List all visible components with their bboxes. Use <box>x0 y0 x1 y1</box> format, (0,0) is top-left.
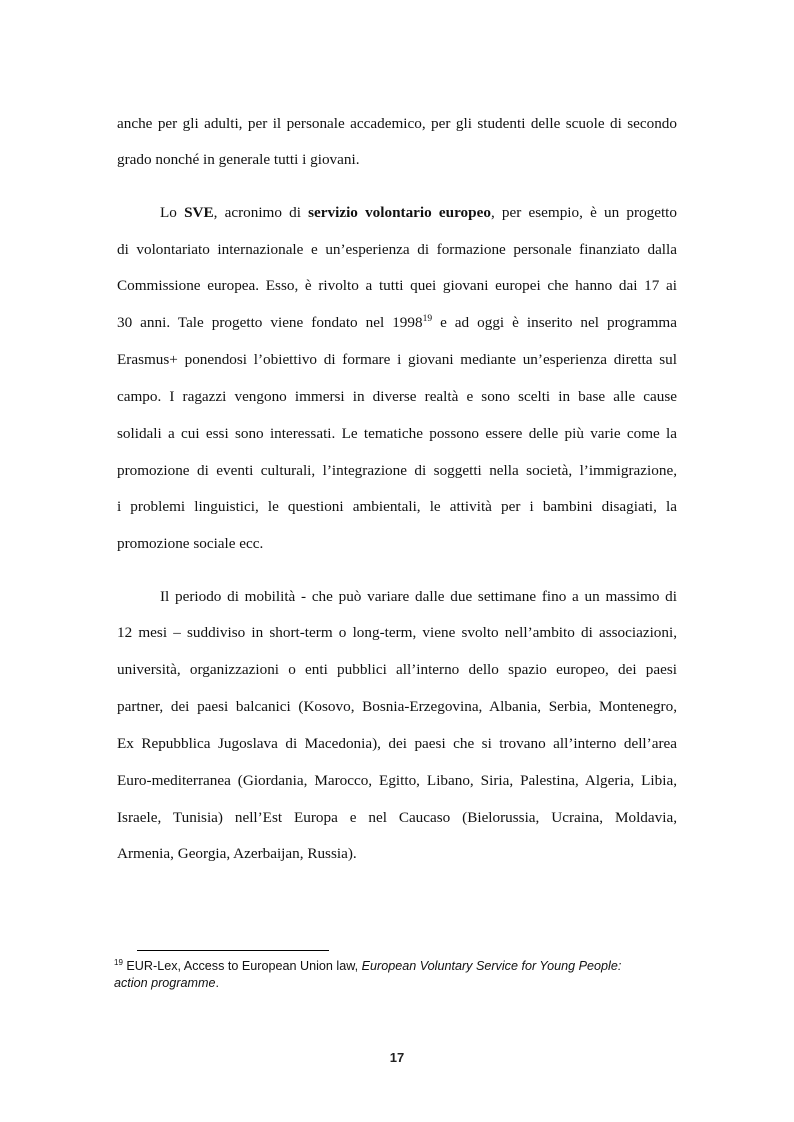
p2-line-1-a: Lo <box>160 204 185 221</box>
footnote-separator <box>137 950 329 951</box>
p2-line-9: i problemi linguistici, le questioni ambientali, le attività per i bambini disagiati, la <box>117 498 677 515</box>
p2-line-10: promozione sociale ecc. <box>117 535 264 552</box>
p2-line-4-a: 30 anni. Tale progetto viene fondato nel 1998 <box>117 314 423 331</box>
p2-line-7: solidali a cui essi sono interessati. Le tematiche possono essere delle più varie come la <box>117 425 677 442</box>
p3-line-6: Euro-mediterranea (Giordania, Marocco, Egitto, Libano, Siria, Palestina, Algeria, Libia, <box>117 772 677 789</box>
p3-line-4: partner, dei paesi balcanici (Kosovo, Bosnia-Erzegovina, Albania, Serbia, Montenegro, <box>117 698 677 715</box>
p2-line-1-e: , per esempio, è un progetto <box>490 204 677 221</box>
p3-line-8: Armenia, Georgia, Azerbaijan, Russia). <box>117 845 357 862</box>
sve-term: SVE <box>184 204 214 221</box>
p2-line-2: di volontariato internazionale e un’esperienza di formazione personale finanziato dalla <box>117 241 677 258</box>
p2-line-1 <box>160 204 677 222</box>
p2-line-3: Commissione europea. Esso, è rivolto a tutti quei giovani europei che hanno dai 17 ai <box>117 277 677 294</box>
footnote-text: EUR-Lex, Access to European Union law, <box>122 959 362 973</box>
p2-line-6: campo. I ragazzi vengono immersi in diverse realtà e sono scelti in base alle cause <box>117 388 677 405</box>
p3-line-1: Il periodo di mobilità - che può variare dalle due settimane fino a un massimo di <box>160 588 677 605</box>
p2-line-5: Erasmus+ ponendosi l’obiettivo di formare i giovani mediante un’esperienza diretta sul <box>117 351 677 368</box>
footnote-line-1 <box>114 958 694 974</box>
p1-line-1: anche per gli adulti, per il personale accademico, per gli studenti delle scuole di secondo <box>117 115 677 132</box>
footnote-title: European Voluntary Service for Young People: <box>361 959 622 973</box>
footnote-title-cont: action programme <box>114 976 216 990</box>
p2-line-1-c: , acronimo di <box>213 204 309 221</box>
p3-line-3: università, organizzazioni o enti pubblici all’interno dello spazio europeo, dei paesi <box>117 661 677 678</box>
p2-line-4-b: e ad oggi è inserito nel programma <box>432 314 677 331</box>
p1-line-2: grado nonché in generale tutti i giovani. <box>117 151 360 168</box>
page-number: 17 <box>389 1050 405 1065</box>
p3-line-2: 12 mesi – suddiviso in short-term o long-term, viene svolto nell’ambito di associazioni, <box>117 624 677 641</box>
footnote-line-2 <box>114 975 694 991</box>
footnote-reference[interactable]: 19 <box>422 314 433 324</box>
p2-line-4 <box>117 314 677 332</box>
p3-line-5: Ex Repubblica Jugoslava di Macedonia), dei paesi che si trovano all’interno dell’area <box>117 735 677 752</box>
footnote-end: . <box>215 976 219 990</box>
p2-line-8: promozione di eventi culturali, l’integrazione di soggetti nella società, l’immigrazione, <box>117 462 677 479</box>
p3-line-7: Israele, Tunisia) nell’Est Europa e nel Caucaso (Bielorussia, Ucraina, Moldavia, <box>117 809 677 826</box>
sve-definition: servizio volontario europeo <box>308 204 491 221</box>
footnote-number: 19 <box>114 958 123 967</box>
